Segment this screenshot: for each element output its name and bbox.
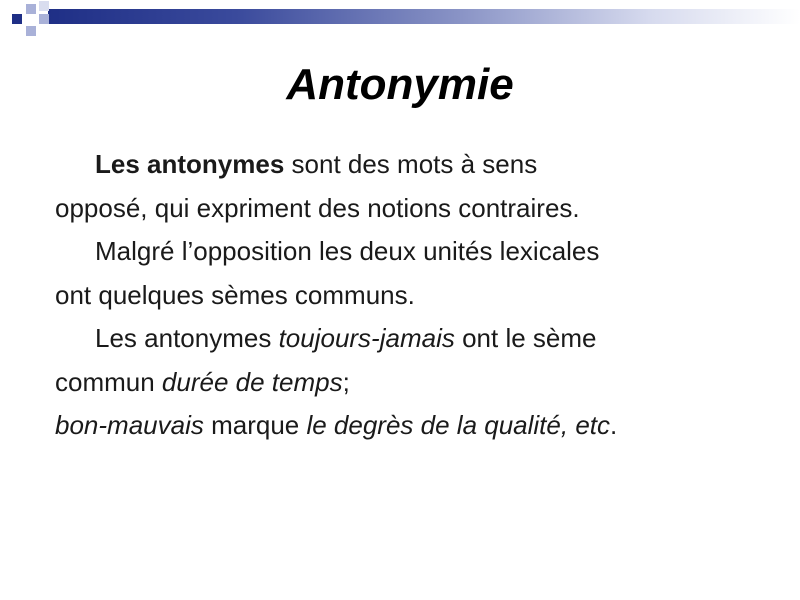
body-line (55, 404, 775, 448)
body-text-run: opposé, qui expriment des notions contraires. (55, 192, 580, 223)
body-line (55, 187, 775, 231)
decor-square (12, 14, 22, 24)
body-text-run: Les antonymes (95, 323, 279, 353)
italic-example: toujours-jamais (278, 323, 455, 353)
body-text-run: ; (342, 366, 350, 397)
decor-square (39, 1, 49, 11)
italic-example: bon-mauvais (55, 410, 204, 440)
body-line (55, 317, 775, 361)
body-line (55, 361, 775, 405)
bold-term: Les antonymes (95, 149, 285, 179)
body-text-run: marque (203, 410, 307, 440)
italic-example: durée de temps (161, 366, 343, 397)
body-line (55, 274, 775, 318)
body-text-run: commun (55, 366, 162, 397)
header-band (48, 9, 800, 24)
decor-square (26, 26, 36, 36)
decor-square (26, 4, 36, 14)
body-line (55, 230, 775, 274)
italic-example: le degrès de la qualité, etc (306, 410, 611, 440)
slide-body (55, 143, 775, 448)
slide-title: Antonymie (286, 60, 514, 109)
body-text-run: Malgré l’opposition les deux unités lexicales (95, 236, 600, 266)
body-text-run: ont le sème (454, 323, 597, 353)
body-line (55, 143, 775, 187)
body-text-run: ont quelques sèmes communs. (55, 279, 415, 310)
body-text-run: sont des mots à sens (284, 149, 538, 179)
body-text-run: . (610, 410, 618, 440)
decor-square (39, 14, 49, 24)
